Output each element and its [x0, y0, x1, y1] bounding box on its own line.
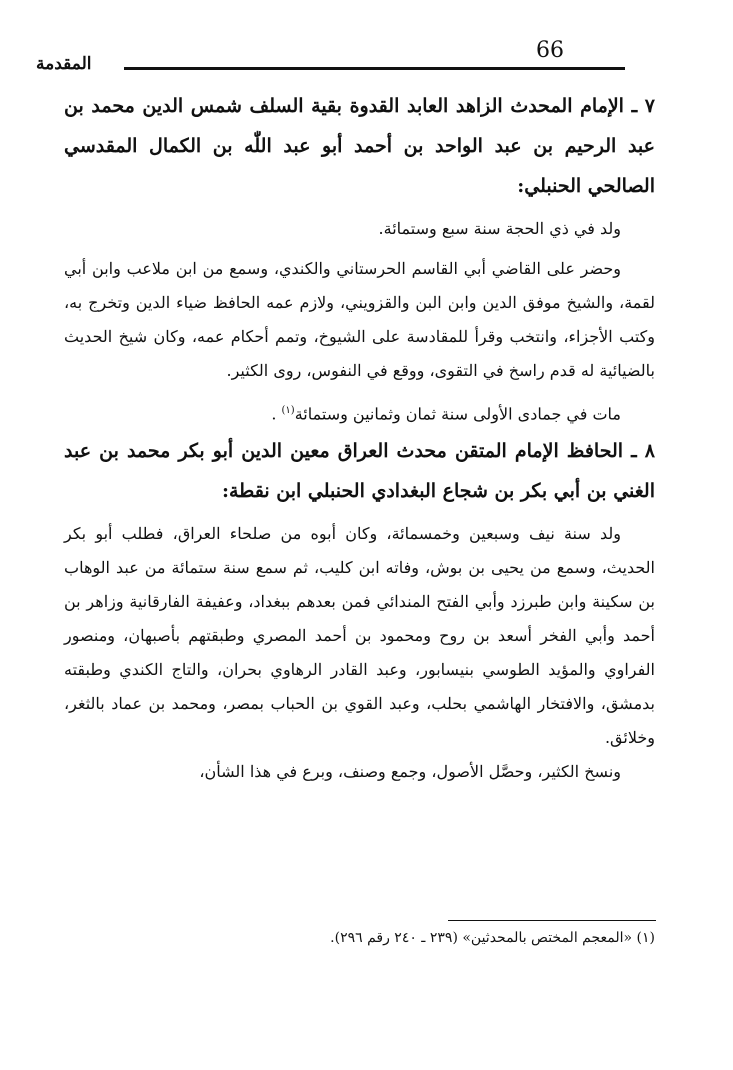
chapter-title: المقدمة: [36, 54, 92, 74]
header-rule: [124, 67, 625, 70]
entry-8-paragraph-works: ونسخ الكثير، وحصَّل الأصول، وجمع وصنف، وبرع في هذا الشأن،: [199, 762, 621, 782]
footnote: (١) «المعجم المختص بالمحدثين» (٢٣٩ ـ ٢٤٠ رقم ٢٩٦).: [330, 930, 655, 946]
entry-7-heading: ٧ ـ الإمام المحدث الزاهد العابد القدوة بقية السلف شمس الدين محمد بن عبد الرحيم بن عبد الواحد بن أحمد أبو عبد اللّٰه بن الكمال المقدسي الصالحي الحنبلي:: [64, 95, 655, 197]
entry-8-heading: ٨ ـ الحافظ الإمام المتقن محدث العراق معين الدين أبو بكر محمد بن عبد الغني بن أبي بكر بن شجاع البغدادي الحنبلي ابن نقطة:: [64, 440, 655, 503]
death-text-end: .: [271, 404, 282, 424]
entry-7-paragraph-death: [64, 394, 655, 431]
footnote-rule: [448, 920, 656, 921]
page-number: 66: [536, 38, 564, 63]
death-text: مات في جمادى الأولى سنة ثمان وثمانين وستمائة: [294, 404, 621, 424]
main-text: [64, 86, 655, 789]
entry-8-paragraph-biography: ولد سنة نيف وسبعين وخمسمائة، وكان أبوه من صلحاء العراق، فطلب أبو بكر الحديث، وسمع من يحيى بن بوش، وفاته ابن كليب، ثم سمع سنة ستمائة من عبد الوهاب بن سكينة وابن طبرزد وأبي الفتح المندائي فمن بعدهم ببغداد، وعفيفة الفارقانية وزاهر بن أحمد وأبي الفخر أسعد بن روح ومحمود بن أحمد المصري وطبقتهم بأصبهان، ومنصور الفراوي والمؤيد الطوسي بنيسابور، وعبد القادر الرهاوي بحران، والتاج الكندي وطبقته بدمشق، والافتخار الهاشمي بحلب، وعبد القوي بن الحباب بمصر، ومحمد بن عماد بالثغر، وخلائق.: [64, 524, 655, 748]
footnote-reference: (١): [281, 405, 295, 416]
entry-7-paragraph-birth: ولد في ذي الحجة سنة سبع وستمائة.: [378, 219, 621, 238]
page-header: [36, 30, 625, 78]
entry-7-paragraph-hearing: وحضر على القاضي أبي القاسم الحرستاني والكندي، وسمع من ابن ملاعب وابن أبي لقمة، والشيخ موفق الدين وابن البن والقزويني، ولازم عمه الحافظ ضياء الدين وتخرج به، وكتب الأجزاء، وانتخب وقرأ للمقادسة على الشيوخ، وتمم أحكام عمه، وكان شيخ الحديث بالضيائية له قدم راسخ في التقوى، ووقع في النفوس، روى الكثير.: [64, 259, 655, 380]
